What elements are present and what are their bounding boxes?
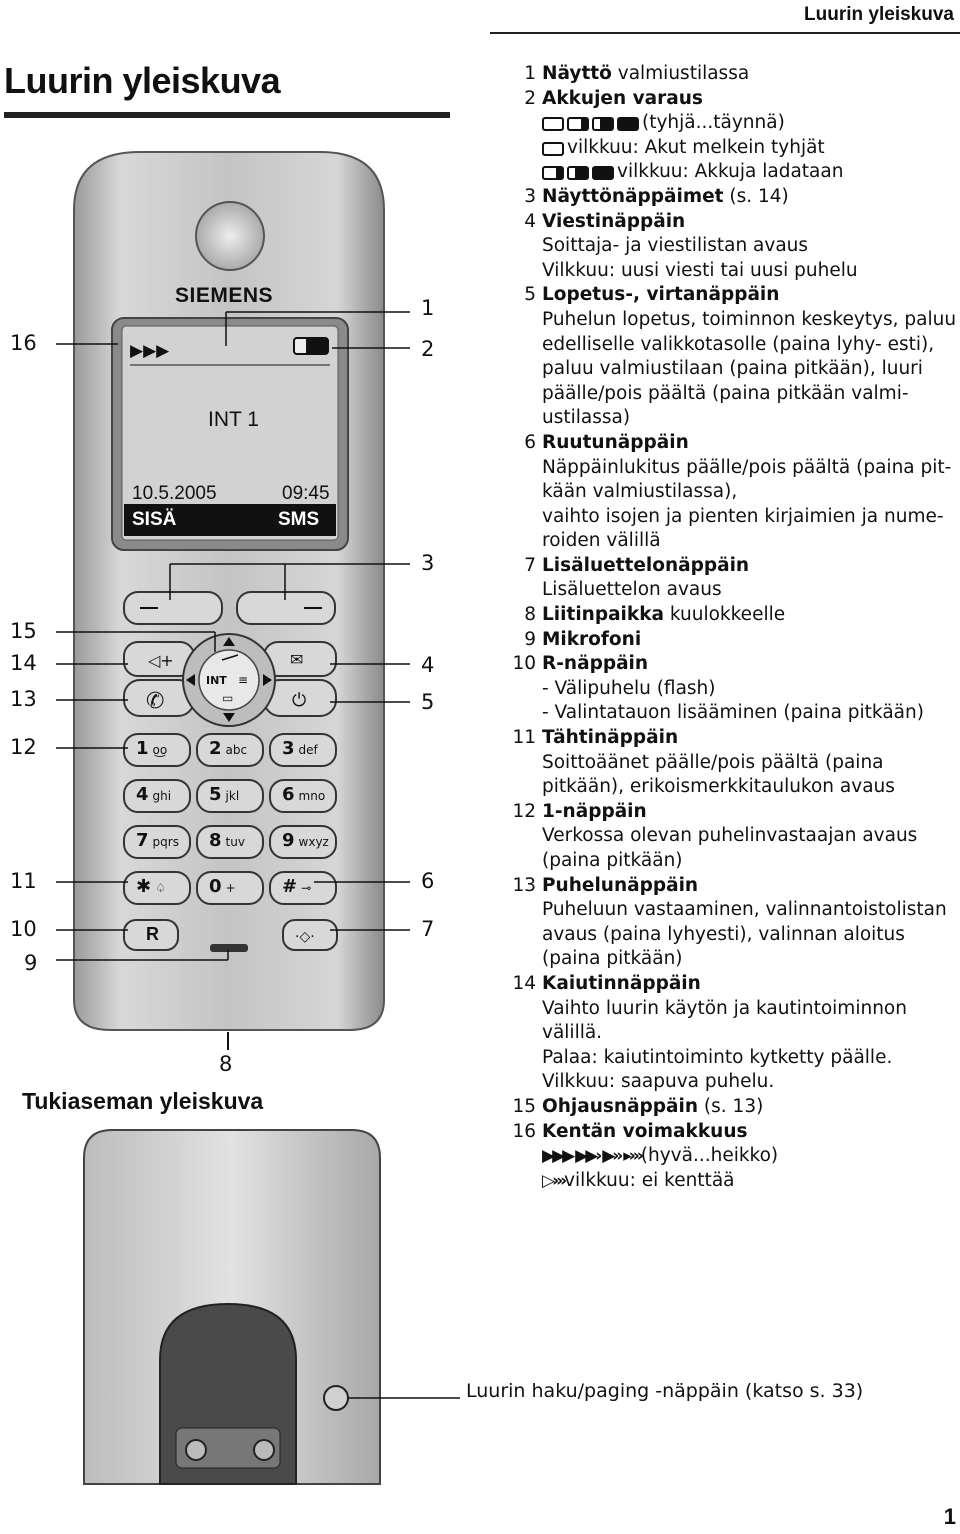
legend-item-6 <box>512 431 958 554</box>
power-icon: ⏻ <box>292 690 307 711</box>
legend-title: R-näppäin <box>542 653 649 675</box>
legend-sub-line: - Valintatauon lisääminen (paina pitkään) <box>542 702 924 724</box>
legend-title-suffix: (s. 14) <box>723 185 789 207</box>
handset-icon: ✆ <box>146 689 165 714</box>
legend-title: Liitinpaikka <box>542 604 664 626</box>
legend-item-1 <box>512 62 958 87</box>
legend-item-16 <box>512 1120 958 1194</box>
legend-sub-line: vaihto isojen ja pienten kirjaimien ja nume- roiden välillä <box>542 505 944 552</box>
legend-number: 15 <box>512 1095 536 1117</box>
phone-brand: SIEMENS <box>175 284 274 307</box>
legend-sub-line: Soittoäänet päälle/pois päältä (paina pitkään), erikoismerkkitaulukon avaus <box>542 751 895 798</box>
callout-5: 5 <box>421 690 435 714</box>
lcd-date: 10.5.2005 <box>132 483 217 504</box>
legend-sub-line: Puhelun lopetus, toiminnon keskeytys, paluu edelliselle valikkotasolle (paina lyhy- esti), paluu valmiustilaan (paina pitkään), luuri päälle/pois päältä (paina pitkään valmi- ustilassa) <box>542 308 957 429</box>
legend-item-5 <box>512 283 958 431</box>
lcd-signal-icon: ▶▶▶ <box>130 341 170 361</box>
battery-icon <box>567 166 589 180</box>
legend-sub-line: - Välipuhelu (flash) <box>542 677 716 699</box>
callout-3: 3 <box>421 551 435 575</box>
nav-menu-icon: ≡ <box>238 673 249 687</box>
legend-number: 7 <box>524 554 536 576</box>
legend-sub-line: Lisäluettelon avaus <box>542 579 722 601</box>
legend-item-9 <box>512 628 958 653</box>
legend-sub-line: Vilkkuu: saapuva puhelu. <box>542 1071 775 1093</box>
legend-title: Akkujen varaus <box>542 87 703 109</box>
legend-item-14 <box>512 972 958 1095</box>
callout-7: 7 <box>421 917 435 941</box>
running-header: Luurin yleiskuva <box>804 4 954 25</box>
battery-range-line: (tyhjä...täynnä) <box>542 111 958 136</box>
paging-label: Luurin haku/paging -näppäin (katso s. 33) <box>466 1380 864 1402</box>
legend-number: 9 <box>524 628 536 650</box>
header-rule <box>490 32 960 34</box>
legend-number: 10 <box>512 653 536 675</box>
legend-title: Lopetus-, virtanäppäin <box>542 284 780 306</box>
keypad-key-label: 5 jkl <box>209 784 240 805</box>
legend-number: 2 <box>524 87 536 109</box>
legend-item-11 <box>512 726 958 800</box>
signal-none-line: ▷›››vilkkuu: ei kenttää <box>542 1169 958 1194</box>
legend-title: Tähtinäppäin <box>542 727 679 749</box>
battery-icon <box>617 117 639 131</box>
speaker-icon: ◁+ <box>148 651 174 670</box>
legend-sub-line: Palaa: kaiutintoiminto kytketty päälle. <box>542 1046 893 1068</box>
battery-icon <box>592 166 614 180</box>
legend-number: 12 <box>512 800 536 822</box>
left-soft-key <box>124 592 222 624</box>
callout-16: 16 <box>10 331 37 355</box>
base-station-title: Tukiaseman yleiskuva <box>22 1088 264 1114</box>
r-key-label: R <box>146 924 159 944</box>
signal-strength-icon: ▷››› <box>542 1170 565 1191</box>
legend-title: 1-näppäin <box>542 800 647 822</box>
keypad-key-label: ✱ ♤ <box>136 876 166 897</box>
nav-int-label: INT <box>206 674 227 687</box>
legend-item-2 <box>512 87 958 185</box>
options-icon: ·◇· <box>295 929 315 945</box>
legend-sub-line: Verkossa olevan puhelinvastaajan avaus (paina pitkään) <box>542 825 918 871</box>
legend-item-13 <box>512 874 958 972</box>
legend-item-10 <box>512 652 958 726</box>
paging-key <box>324 1386 348 1410</box>
keypad-key-label: 0 + <box>209 876 236 897</box>
keypad-key-label: 3 def <box>282 738 318 759</box>
legend-item-4 <box>512 210 958 284</box>
legend-number: 11 <box>512 727 536 749</box>
legend-sub-line: Vaihto luurin käytön ja kautintoiminnon välillä. <box>542 997 907 1044</box>
legend-sub-line: Puheluun vastaaminen, valinnantoistolistan avaus (paina lyhyesti), valinnan aloitus (paina pitkään) <box>542 899 947 970</box>
legend-number: 6 <box>524 431 536 453</box>
callout-10: 10 <box>10 917 37 941</box>
legend-title: Puhelunäppäin <box>542 874 699 896</box>
legend-number: 8 <box>524 604 536 626</box>
keypad-key-label: 7 pqrs <box>136 830 179 851</box>
legend-title: Näyttönäppäimet <box>542 185 724 207</box>
earpiece <box>196 202 264 270</box>
legend-number: 4 <box>524 210 536 232</box>
battery-low-line: vilkkuu: Akut melkein tyhjät <box>542 136 958 161</box>
keypad-key-label: # ⊸ <box>282 876 312 897</box>
callout-4: 4 <box>421 653 435 677</box>
legend-title-suffix: (s. 13) <box>698 1095 764 1117</box>
legend-number: 13 <box>512 874 536 896</box>
signal-range-line: ▶▶▶ ▶▶› ▶›› ▸›››(hyvä...heikko) <box>542 1144 958 1169</box>
callout-2: 2 <box>421 337 435 361</box>
legend-title-suffix: valmiustilassa <box>611 63 750 84</box>
legend-title: Ruutunäppäin <box>542 431 689 453</box>
legend-title: Näyttö <box>542 63 612 84</box>
callout-11: 11 <box>10 869 37 893</box>
keypad-key-label: 6 mno <box>282 784 326 805</box>
page-number: 1 <box>943 1504 956 1529</box>
legend-number: 16 <box>512 1120 536 1142</box>
legend-item-3 <box>512 185 958 210</box>
legend-number: 1 <box>524 63 536 84</box>
charging-contact-right <box>254 1440 274 1460</box>
battery-icon <box>542 117 564 131</box>
legend-title: Kentän voimakkuus <box>542 1120 748 1142</box>
battery-charging-line: vilkkuu: Akkuja ladataan <box>542 160 958 185</box>
nav-book-icon: ▭ <box>222 691 234 705</box>
legend-number: 3 <box>524 185 536 207</box>
lcd-left-softkey-label: SISÄ <box>132 509 177 530</box>
lcd-right-softkey-label: SMS <box>278 509 320 530</box>
legend-item-15 <box>512 1095 958 1120</box>
legend-title: Lisäluettelonäppäin <box>542 554 750 576</box>
legend-title: Kaiutinnäppäin <box>542 972 701 994</box>
legend-item-12 <box>512 800 958 874</box>
battery-icon <box>542 142 564 156</box>
keypad-key-label: 2 abc <box>209 738 248 759</box>
legend-item-7 <box>512 554 958 603</box>
legend-number: 5 <box>524 284 536 306</box>
lcd-name: INT 1 <box>208 408 259 431</box>
callout-12: 12 <box>10 735 37 759</box>
callout-9: 9 <box>24 951 38 975</box>
keypad-key-label: 1 ο͜ο <box>136 738 168 759</box>
callout-8: 8 <box>219 1052 233 1076</box>
callout-15: 15 <box>10 619 37 643</box>
callout-6: 6 <box>421 869 435 893</box>
battery-icon <box>567 117 589 131</box>
legend-sub-line: Vilkkuu: uusi viesti tai uusi puhelu <box>542 259 858 281</box>
legend-title: Mikrofoni <box>542 628 642 650</box>
legend-sub-line: Näppäinlukitus päälle/pois päältä (paina pit- kään valmiustilassa), <box>542 456 952 503</box>
signal-strength-icon: ▶▶▶ ▶▶› ▶›› ▸››› <box>542 1146 641 1167</box>
battery-icon <box>592 117 614 131</box>
legend-list <box>512 62 958 1193</box>
battery-icon <box>542 166 564 180</box>
legend-title: Ohjausnäppäin <box>542 1095 699 1117</box>
charging-contact-left <box>186 1440 206 1460</box>
page-title: Luurin yleiskuva <box>4 60 281 101</box>
callout-1: 1 <box>421 296 435 320</box>
keypad-key-label: 8 tuv <box>209 830 245 851</box>
callout-14: 14 <box>10 651 37 675</box>
callout-13: 13 <box>10 687 37 711</box>
lcd-time: 09:45 <box>282 483 330 504</box>
microphone <box>210 944 248 952</box>
legend-title-suffix: kuulokkeelle <box>663 604 786 626</box>
legend-title: Viestinäppäin <box>542 210 686 232</box>
legend-sub-line: Soittaja- ja viestilistan avaus <box>542 235 809 257</box>
envelope-icon: ✉ <box>290 650 304 669</box>
legend-number: 14 <box>512 972 536 994</box>
keypad-key-label: 9 wxyz <box>282 830 329 851</box>
legend-item-8 <box>512 603 958 628</box>
keypad-key-label: 4 ghi <box>136 784 172 805</box>
